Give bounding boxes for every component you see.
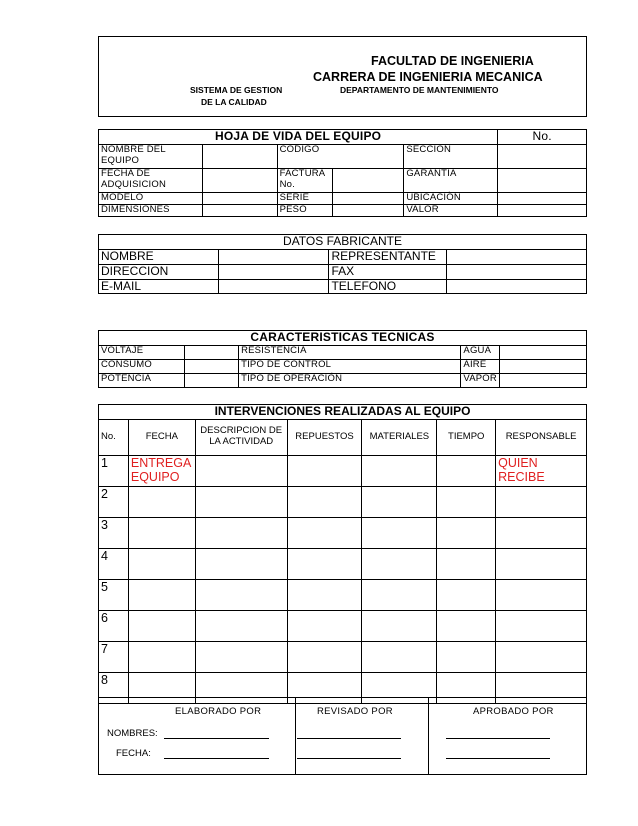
tech-label-resistance: RESISTENCIA	[239, 345, 461, 359]
field-value-model[interactable]	[202, 193, 277, 205]
row-parts[interactable]	[287, 641, 362, 672]
tech-label-water: AGUA	[461, 345, 500, 359]
equipment-table	[98, 129, 587, 217]
mfr-label-address: DIRECCION	[99, 264, 219, 279]
col-header-materials: MATERIALES	[362, 419, 437, 455]
field-label-serial: SERIE	[277, 193, 332, 205]
field-label-acquisition-date: FECHA DE ADQUISICION	[99, 169, 203, 193]
row-date[interactable]	[128, 548, 195, 579]
row-date[interactable]	[128, 579, 195, 610]
row-parts[interactable]	[287, 486, 362, 517]
elaborated-date-line[interactable]	[164, 758, 269, 759]
row-number: 3	[99, 517, 129, 548]
mfr-label-email: E-MAIL	[99, 279, 219, 294]
row-number: 8	[99, 672, 129, 703]
col-header-description: DESCRIPCION DE LA ACTIVIDAD	[195, 419, 287, 455]
mfr-label-fax: FAX	[329, 264, 447, 279]
row-parts[interactable]	[287, 517, 362, 548]
row-responsible[interactable]: QUIEN RECIBE	[496, 455, 587, 486]
row-time[interactable]	[437, 610, 496, 641]
mfr-label-phone: TELEFONO	[329, 279, 447, 294]
row-description[interactable]	[195, 579, 287, 610]
row-number: 1	[99, 455, 129, 486]
field-value-name[interactable]	[202, 145, 277, 169]
interventions-table	[98, 404, 587, 704]
manufacturer-title: DATOS FABRICANTE	[99, 235, 587, 250]
col-header-time: TIEMPO	[437, 419, 496, 455]
field-label-invoice: FACTURA No.	[277, 169, 332, 193]
row-responsible[interactable]	[496, 641, 587, 672]
table-row	[99, 486, 587, 517]
col-header-responsible: RESPONSABLE	[496, 419, 587, 455]
table-row	[99, 455, 587, 486]
row-materials[interactable]	[362, 579, 437, 610]
equipment-title: HOJA DE VIDA DEL EQUIPO	[99, 130, 498, 145]
field-value-warranty[interactable]	[498, 169, 587, 193]
approved-date-line[interactable]	[446, 758, 550, 759]
row-time[interactable]	[437, 455, 496, 486]
tech-label-control-type: TIPO DE CONTROL	[239, 359, 461, 373]
row-time[interactable]	[437, 641, 496, 672]
manufacturer-table	[98, 234, 587, 294]
header-box	[98, 36, 587, 117]
tech-value-power[interactable]	[185, 373, 239, 387]
mfr-value-address[interactable]	[218, 264, 329, 279]
field-label-location: UBICACIÒN	[404, 193, 498, 205]
table-row	[99, 610, 587, 641]
row-description[interactable]	[195, 610, 287, 641]
col-header-date: FECHA	[128, 419, 195, 455]
row-materials[interactable]	[362, 486, 437, 517]
mfr-label-name: NOMBRE	[99, 250, 219, 265]
row-date[interactable]	[128, 486, 195, 517]
signatures-box	[98, 697, 587, 775]
tech-value-steam[interactable]	[499, 373, 586, 387]
field-label-model: MODELO	[99, 193, 203, 205]
field-label-section: SECCION	[404, 145, 498, 169]
row-time[interactable]	[437, 579, 496, 610]
mfr-value-fax[interactable]	[447, 264, 587, 279]
elaborated-name-line[interactable]	[164, 738, 269, 739]
tech-label-consumption: CONSUMO	[99, 359, 185, 373]
tech-value-water[interactable]	[499, 345, 586, 359]
divider-2	[428, 698, 429, 774]
system-line-2: DE LA CALIDAD	[201, 97, 267, 107]
mfr-value-phone[interactable]	[447, 279, 587, 294]
mfr-label-representative: REPRESENTANTE	[329, 250, 447, 265]
row-materials[interactable]	[362, 455, 437, 486]
row-number: 6	[99, 610, 129, 641]
row-time[interactable]	[437, 548, 496, 579]
field-value-acquisition-date[interactable]	[202, 169, 277, 193]
table-row	[99, 548, 587, 579]
row-date[interactable]	[128, 517, 195, 548]
divider-1	[295, 698, 296, 774]
field-label-value: VALOR	[404, 204, 498, 216]
row-parts[interactable]	[287, 610, 362, 641]
tech-value-air[interactable]	[499, 359, 586, 373]
col-header-parts: REPUESTOS	[287, 419, 362, 455]
mfr-value-email[interactable]	[218, 279, 329, 294]
row-description[interactable]	[195, 641, 287, 672]
tech-label-voltage: VOLTAJE	[99, 345, 185, 359]
equipment-number-label: No.	[498, 130, 587, 145]
approved-label: APROBADO POR	[473, 706, 554, 717]
career-title: CARRERA DE INGENIERIA MECANICA	[313, 70, 543, 84]
field-value-weight[interactable]	[332, 204, 404, 216]
row-number: 5	[99, 579, 129, 610]
row-date[interactable]	[128, 610, 195, 641]
names-label: NOMBRES:	[107, 728, 158, 739]
field-label-warranty: GARANTIA	[404, 169, 498, 193]
field-value-serial[interactable]	[332, 193, 404, 205]
field-label-weight: PESO	[277, 204, 332, 216]
row-parts[interactable]	[287, 579, 362, 610]
row-time[interactable]	[437, 486, 496, 517]
table-row	[99, 579, 587, 610]
field-label-code: CODIGO	[277, 145, 404, 169]
row-materials[interactable]	[362, 610, 437, 641]
tech-label-operation-type: TIPO DE OPERACIÓN	[239, 373, 461, 387]
reviewed-label: REVISADO POR	[317, 706, 393, 717]
tech-label-air: AIRE	[461, 359, 500, 373]
row-number: 7	[99, 641, 129, 672]
row-responsible[interactable]	[496, 517, 587, 548]
row-date[interactable]	[128, 641, 195, 672]
row-materials[interactable]	[362, 517, 437, 548]
table-row	[99, 517, 587, 548]
mfr-value-representative[interactable]	[447, 250, 587, 265]
row-time[interactable]	[437, 517, 496, 548]
row-responsible[interactable]	[496, 579, 587, 610]
elaborated-label: ELABORADO POR	[175, 706, 262, 717]
row-number: 2	[99, 486, 129, 517]
system-line-1: SISTEMA DE GESTION	[190, 85, 283, 95]
faculty-title: FACULTAD DE INGENIERIA	[371, 54, 534, 68]
tech-value-voltage[interactable]	[185, 345, 239, 359]
field-label-dimensions: DIMENSIONES	[99, 204, 203, 216]
row-parts[interactable]	[287, 548, 362, 579]
approved-name-line[interactable]	[446, 738, 550, 739]
tech-label-steam: VAPOR	[461, 373, 500, 387]
field-label-name: NOMBRE DEL EQUIPO	[99, 145, 203, 169]
row-description[interactable]	[195, 486, 287, 517]
date-label: FECHA:	[116, 748, 151, 759]
field-value-value[interactable]	[498, 204, 587, 216]
row-description[interactable]	[195, 517, 287, 548]
technical-table	[98, 330, 587, 388]
interventions-title: INTERVENCIONES REALIZADAS AL EQUIPO	[99, 405, 587, 420]
col-header-number: No.	[99, 419, 129, 455]
reviewed-date-line[interactable]	[297, 758, 401, 759]
table-row	[99, 641, 587, 672]
reviewed-name-line[interactable]	[297, 738, 401, 739]
row-parts[interactable]	[287, 455, 362, 486]
row-responsible[interactable]	[496, 548, 587, 579]
field-value-section[interactable]	[498, 145, 587, 169]
technical-title: CARACTERISTICAS TECNICAS	[99, 331, 587, 346]
row-number: 4	[99, 548, 129, 579]
field-value-dimensions[interactable]	[202, 204, 277, 216]
row-materials[interactable]	[362, 548, 437, 579]
row-description[interactable]	[195, 455, 287, 486]
field-value-invoice[interactable]	[332, 169, 404, 193]
row-responsible[interactable]	[496, 610, 587, 641]
row-description[interactable]	[195, 548, 287, 579]
row-materials[interactable]	[362, 641, 437, 672]
row-date[interactable]: ENTREGA EQUIPO	[128, 455, 195, 486]
tech-label-power: POTENCIA	[99, 373, 185, 387]
department-label: DEPARTAMENTO DE MANTENIMIENTO	[340, 85, 499, 95]
field-value-location[interactable]	[498, 193, 587, 205]
tech-value-consumption[interactable]	[185, 359, 239, 373]
row-responsible[interactable]	[496, 486, 587, 517]
mfr-value-name[interactable]	[218, 250, 329, 265]
